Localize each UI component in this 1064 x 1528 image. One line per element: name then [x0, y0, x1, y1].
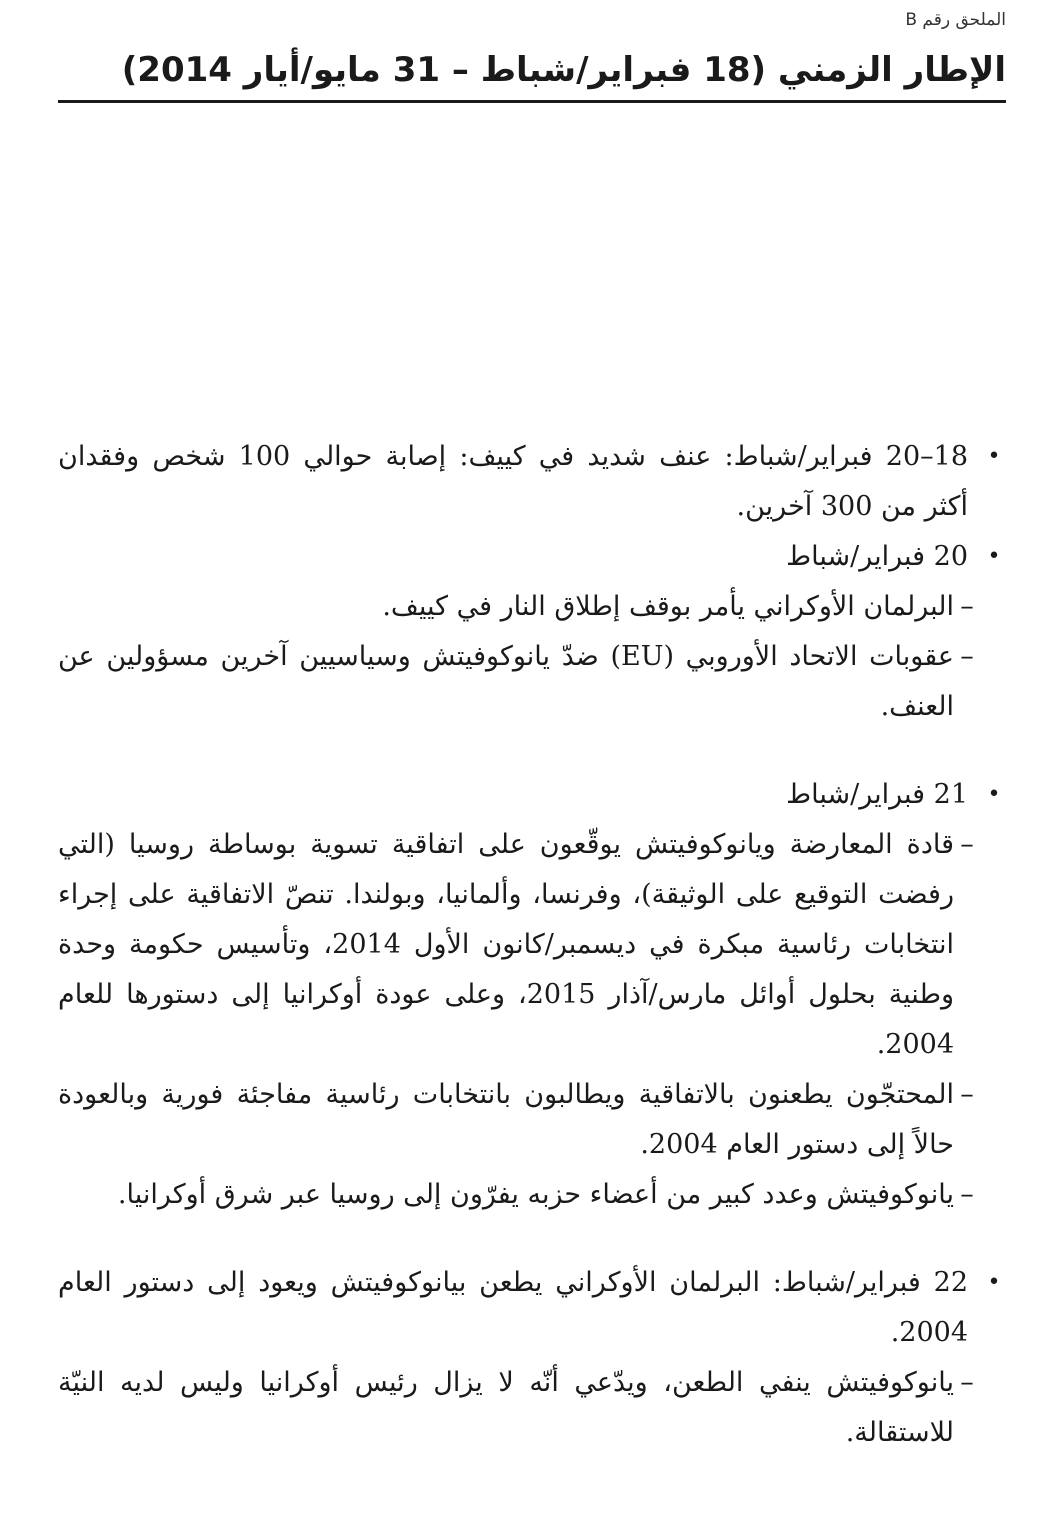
timeline-entry-feb-18-20 [58, 432, 1006, 532]
timeline-entry-feb-20 [58, 532, 1006, 732]
timeline-entry-feb-21 [58, 770, 1006, 1220]
sub-item-text: البرلمان الأوكراني يأمر بوقف إطلاق النار في كييف. [382, 591, 954, 622]
sub-item-text: يانوكوفيتش وعدد كبير من أعضاء حزبه يفرّون إلى روسيا عبر شرق أوكرانيا. [117, 1179, 954, 1210]
dash-marker: – [960, 641, 974, 672]
sub-item [58, 820, 976, 1070]
entry-text: 22 فبراير/شباط: البرلمان الأوكراني يطعن بيانوكوفيتش ويعود إلى دستور العام 2004. [58, 1267, 968, 1348]
sub-item [58, 1070, 976, 1170]
entry-date: 20 فبراير/شباط [786, 541, 968, 572]
dash-marker: – [960, 591, 974, 622]
sub-item-text: عقوبات الاتحاد الأوروبي (EU) ضدّ يانوكوفيتش وسياسيين آخرين مسؤولين عن العنف. [58, 641, 954, 722]
bullet-marker: • [987, 544, 1001, 569]
sub-item [58, 1170, 976, 1220]
dash-marker: – [960, 829, 974, 860]
sub-item [58, 582, 976, 632]
dash-marker: – [960, 1079, 974, 1110]
timeline-entry-feb-22 [58, 1258, 1006, 1458]
entry-text: 18–20 فبراير/شباط: عنف شديد في كييف: إصابة حوالي 100 شخص وفقدان أكثر من 300 آخرين. [58, 441, 968, 522]
dash-marker: – [960, 1179, 974, 1210]
dash-marker: – [960, 1367, 974, 1398]
bullet-marker: • [987, 1270, 1001, 1295]
sub-item [58, 1358, 976, 1458]
page-title: الإطار الزمني (18 فبراير/شباط – 31 مايو/أيار 2014) [58, 44, 1006, 103]
entry-date: 21 فبراير/شباط [786, 779, 968, 810]
sub-item-text: قادة المعارضة ويانوكوفيتش يوقّعون على اتفاقية تسوية بوساطة روسيا (التي رفضت التوقيع على الوثيقة)، وفرنسا، وألمانيا، وبولندا. تنصّ الاتفاقية على إجراء انتخابات رئاسية مبكرة في ديسمبر/كانون الأول 2014، وتأسيس حكومة وحدة وطنية بحلول أوائل مارس/آذار 2015، وعلى عودة أوكرانيا إلى دستورها للعام 2004. [58, 829, 954, 1060]
sub-item-text: يانوكوفيتش ينفي الطعن، ويدّعي أنّه لا يزال رئيس أوكرانيا وليس لديه النيّة للاستقالة. [58, 1367, 954, 1448]
timeline-list [58, 432, 1006, 1458]
sub-item-text: المحتجّون يطعنون بالاتفاقية ويطالبون بانتخابات رئاسية مفاجئة فورية وبالعودة حالاً إلى دستور العام 2004. [58, 1079, 954, 1160]
bullet-marker: • [987, 782, 1001, 807]
annex-label: الملحق رقم B [905, 10, 1006, 30]
bullet-marker: • [987, 444, 1001, 469]
sub-item [58, 632, 976, 732]
